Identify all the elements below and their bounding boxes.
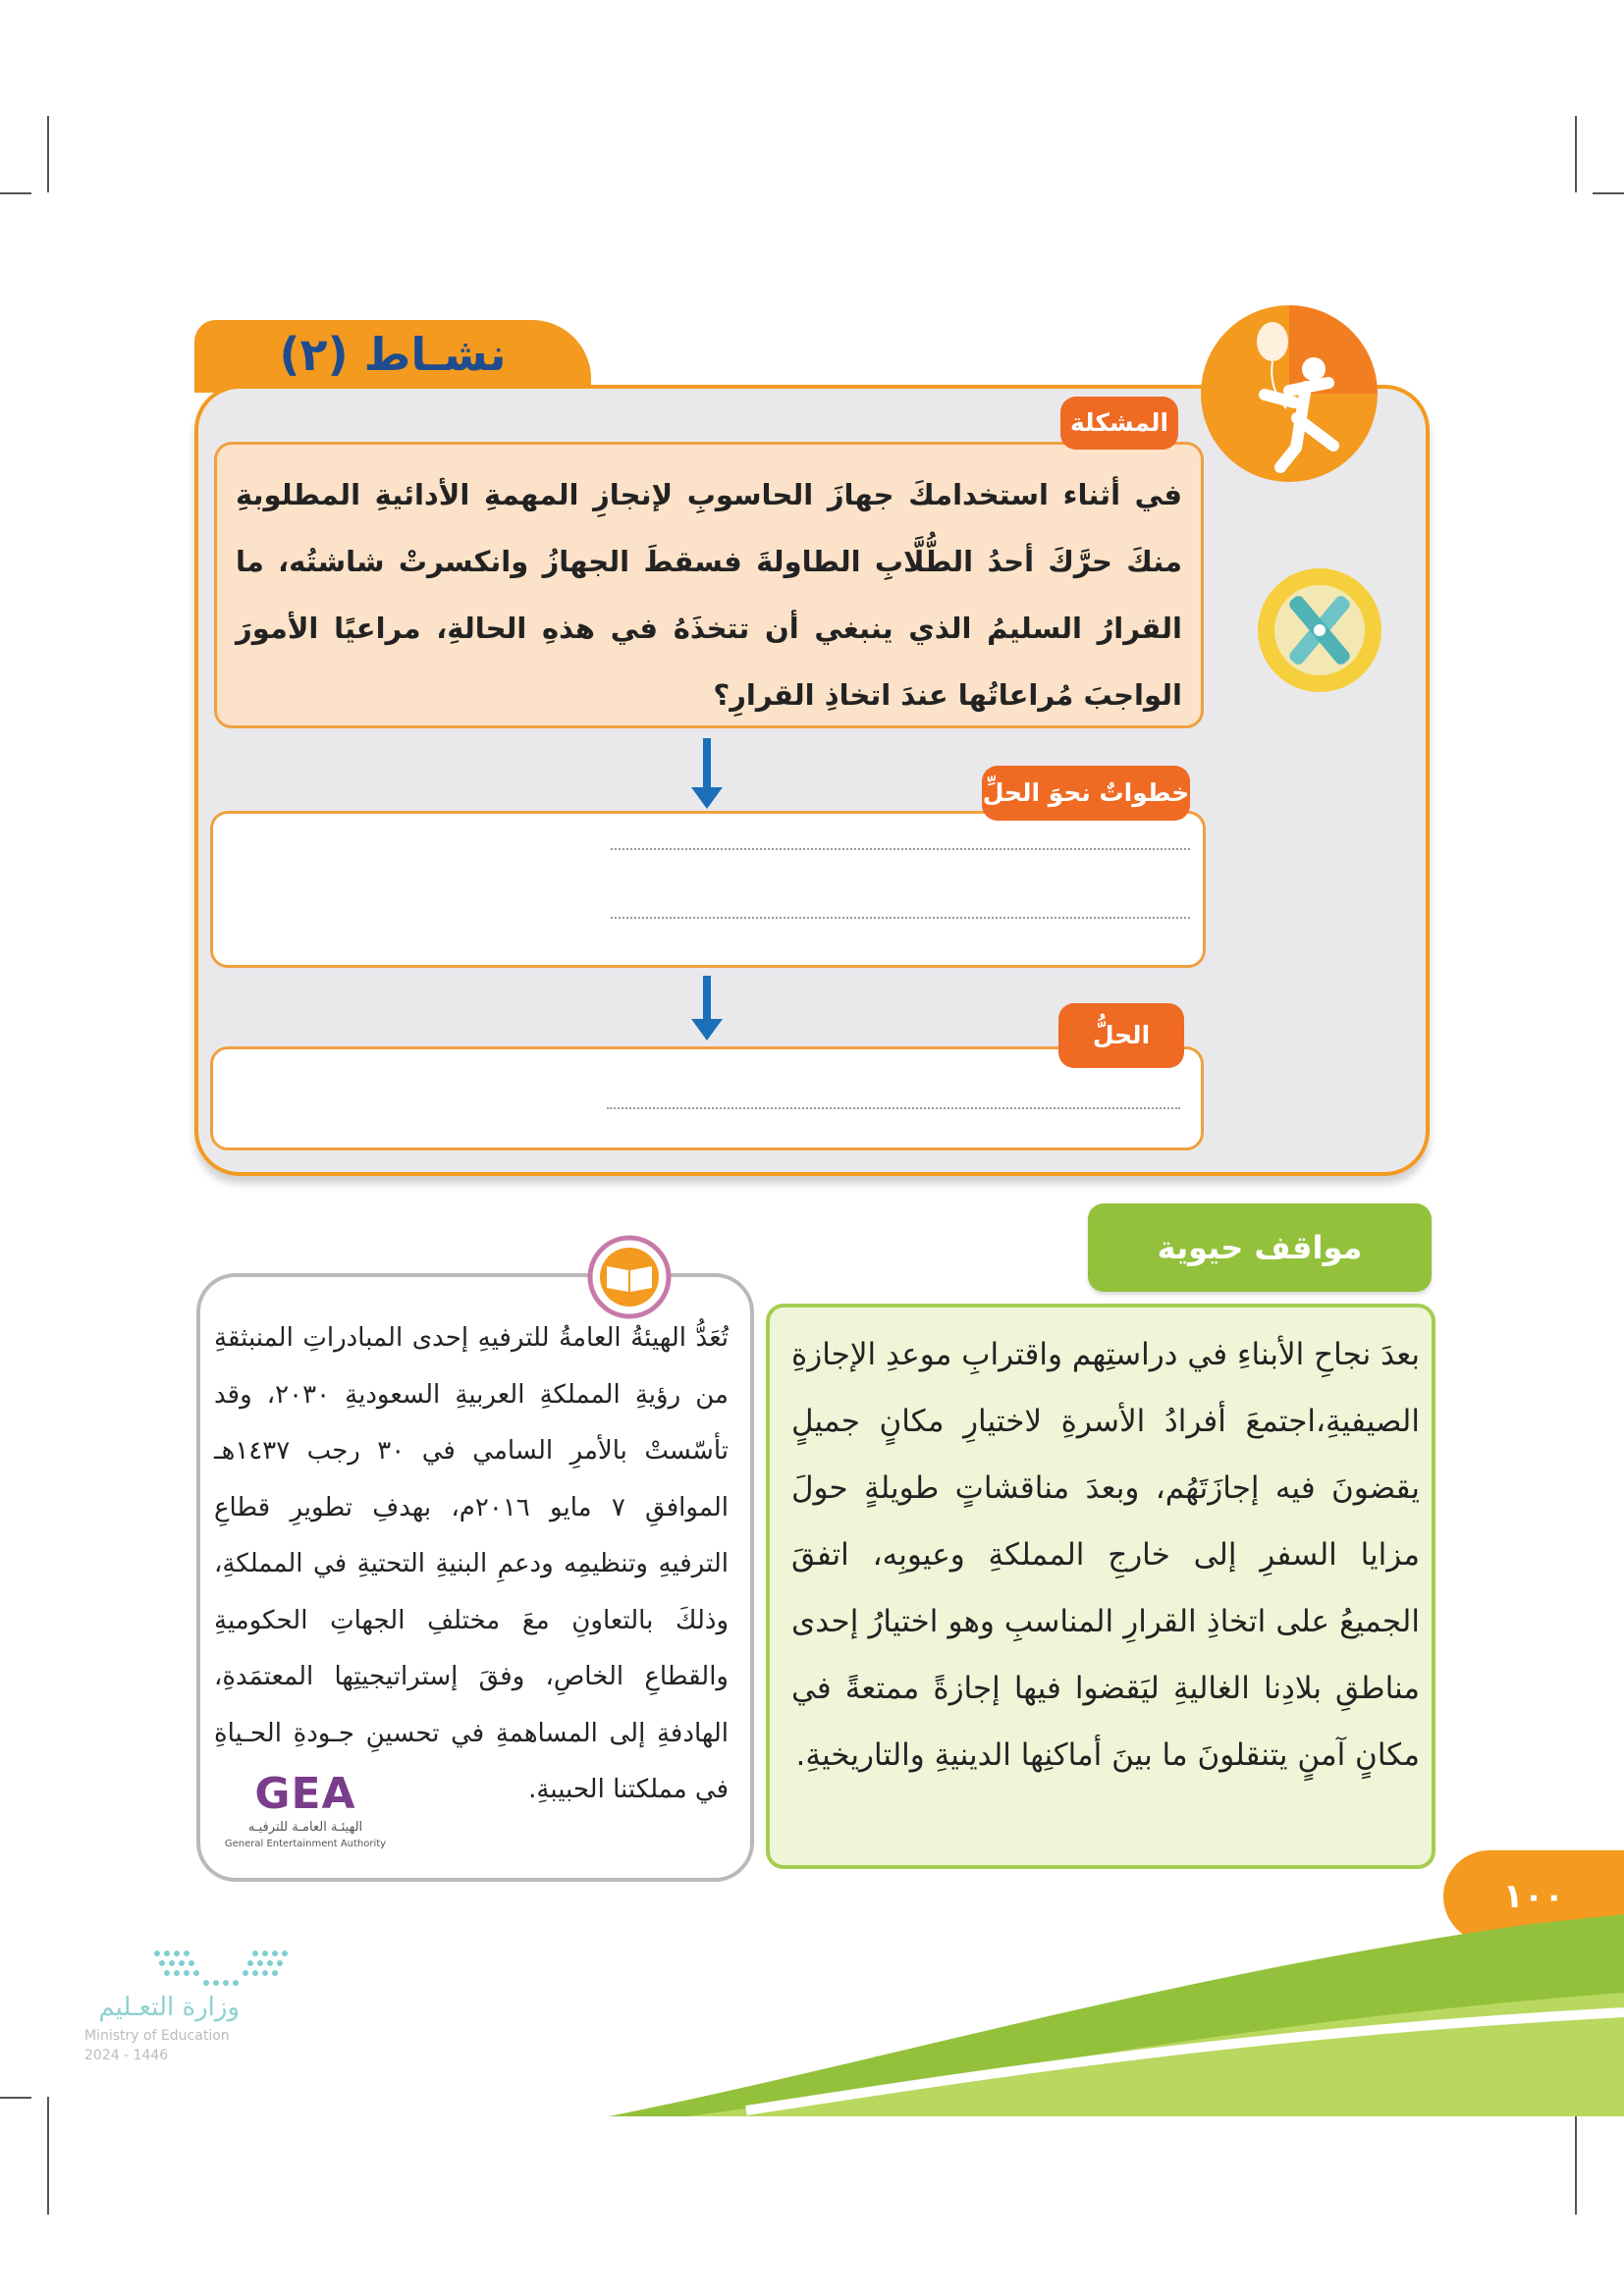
mawaqif-title: مواقف حيوية	[1157, 1229, 1363, 1266]
gea-logo-english: General Entertainment Authority	[224, 1839, 387, 1849]
solution-label: الحلُّ	[1058, 1003, 1184, 1068]
page-number: ١٠٠	[1502, 1877, 1565, 1916]
steps-label: خطواتٌ نحوَ الحلِّ	[982, 766, 1190, 821]
problem-text: في أثناء استخدامكَ جهازَ الحاسوبِ لإنجازِ المهمةِ الأدائيةِ المطلوبةِ منكَ حرَّكَ أحدُ الطُّلَّابِ الطاولةَ فسقطَ الجهازُ وانكسرتْ شاشتُه، ما القرارُ السليمُ الذي ينبغي أن تتخذَهُ في هذهِ الحالةِ، مراعيًا الأمورَ الواجبَ مُراعاتُها عندَ اتخاذِ القرارِ؟	[236, 478, 1182, 712]
ministry-year: 2024 - 1446	[84, 2048, 169, 2063]
gea-logo-letters: GEA	[254, 1769, 356, 1819]
problem-label: المشكلة	[1060, 397, 1178, 450]
ministry-arabic: وزارة التعـليم	[98, 1993, 240, 2022]
info-text: تُعَدُّ الهيئةُ العامةُ للترفيهِ إحدى المبادراتِ المنبثقةِ من رؤيةِ المملكةِ العربيةِ السعوديةِ ٢٠٣٠، وقد تأسّستْ بالأمرِ السامي في ٣٠ رجب ١٤٣٧هـ الموافقِ ٧ مايو ٢٠١٦م، بهدفِ تطويرِ قطاعِ الترفيهِ وتنظيمِه ودعمِ البنيةِ التحتيةِ في المملكةِ، وذلكَ بالتعاونِ معَ مختلفِ الجهاتِ الحكوميةِ والقطاعِ الخاصِ، وفقَ إستراتيجيتِها المعتمَدةِ، الهادفةِ إلى المساهمةِ في تحسينِ جـودةِ الحـياةِ في مملكتنا الحبيبةِ.	[214, 1323, 730, 1804]
mawaqif-text: بعدَ نجاحِ الأبناءِ في دراستِهم واقترابِ موعدِ الإجازةِ الصيفيةِ،اجتمعَ أفرادُ الأسرةِ لاختيارِ مكانٍ جميلٍ يقضونَ فيه إجازَتَهُم، وبعدَ مناقشاتٍ طويلةٍ حولَ مزايا السفرِ إلى خارجِ المملكةِ وعيوبِه، اتفقَ الجميعُ على اتخاذِ القرارِ المناسبِ وهو اختيارُ إحدى مناطقِ بلادِنا الغاليةِ ليَقضوا فيها إجازةً ممتعةً في مكانٍ آمنٍ يتنقلونَ ما بينَ أماكنِها الدينيةِ والتاريخيةِ.	[791, 1337, 1420, 1773]
ministry-dots-logo-icon	[147, 1944, 304, 1993]
activity-title: نشـاط (٢)	[279, 328, 507, 381]
ministry-english: Ministry of Education	[84, 2028, 230, 2044]
gea-logo-arabic: الهيئـة العامـة للترفيـه	[247, 1820, 363, 1835]
